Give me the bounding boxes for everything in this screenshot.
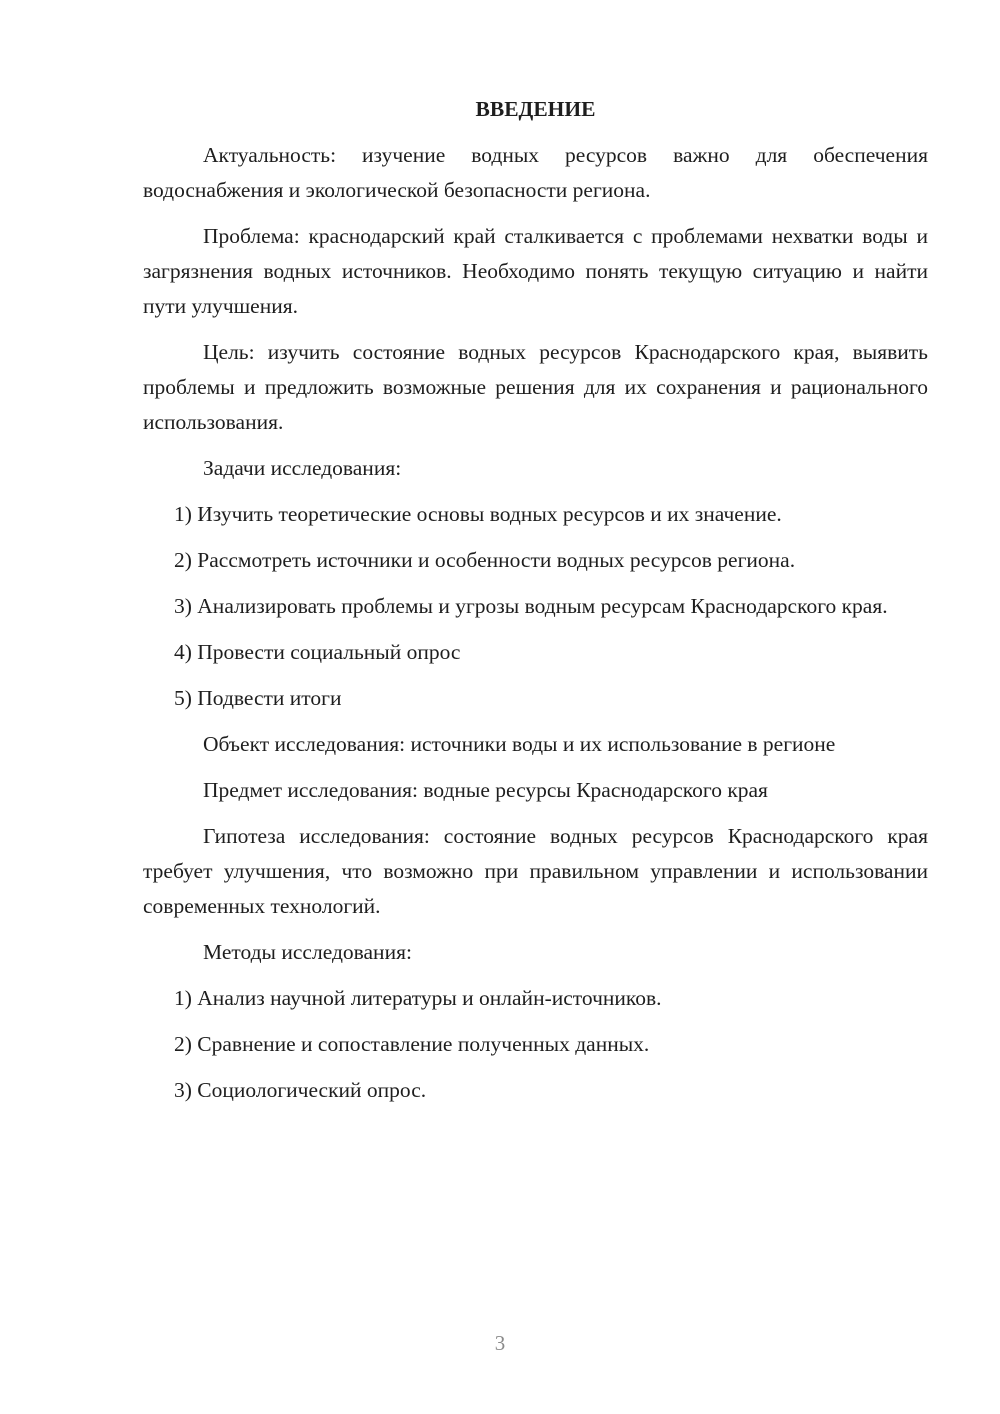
task-item: 3) Анализировать проблемы и угрозы водным ресурсам Краснодарского края.: [174, 594, 888, 618]
hypothesis-paragraph: Гипотеза исследования: состояние водных ресурсов Краснодарского края требует улучшения, что возможно при правильном управлении и использовании современных технологий.: [143, 824, 928, 918]
problem-paragraph: Проблема: краснодарский край сталкивается с проблемами нехватки воды и загрязнения водных источников. Необходимо понять текущую ситуацию и найти пути улучшения.: [143, 224, 928, 318]
section-title: ВВЕДЕНИЕ: [475, 97, 596, 121]
document-page: [143, 92, 928, 1119]
task-item: 1) Изучить теоретические основы водных ресурсов и их значение.: [174, 502, 782, 526]
page-number: 3: [494, 1331, 506, 1355]
relevance-paragraph: Актуальность: изучение водных ресурсов важно для обеспечения водоснабжения и экологической безопасности региона.: [143, 143, 928, 202]
method-item: 3) Социологический опрос.: [174, 1078, 427, 1102]
goal-paragraph: Цель: изучить состояние водных ресурсов Краснодарского края, выявить проблемы и предложить возможные решения для их сохранения и рационального использования.: [143, 340, 928, 434]
methods-heading: Методы исследования:: [203, 940, 412, 964]
task-item: 2) Рассмотреть источники и особенности водных ресурсов региона.: [174, 548, 796, 572]
task-item: 5) Подвести итоги: [174, 686, 342, 710]
task-item: 4) Провести социальный опрос: [174, 640, 461, 664]
method-item: 2) Сравнение и сопоставление полученных данных.: [174, 1032, 650, 1056]
tasks-heading: Задачи исследования:: [203, 456, 402, 480]
subject-paragraph: Предмет исследования: водные ресурсы Краснодарского края: [203, 778, 768, 802]
method-item: 1) Анализ научной литературы и онлайн-источников.: [174, 986, 662, 1010]
object-paragraph: Объект исследования: источники воды и их использование в регионе: [203, 732, 836, 756]
